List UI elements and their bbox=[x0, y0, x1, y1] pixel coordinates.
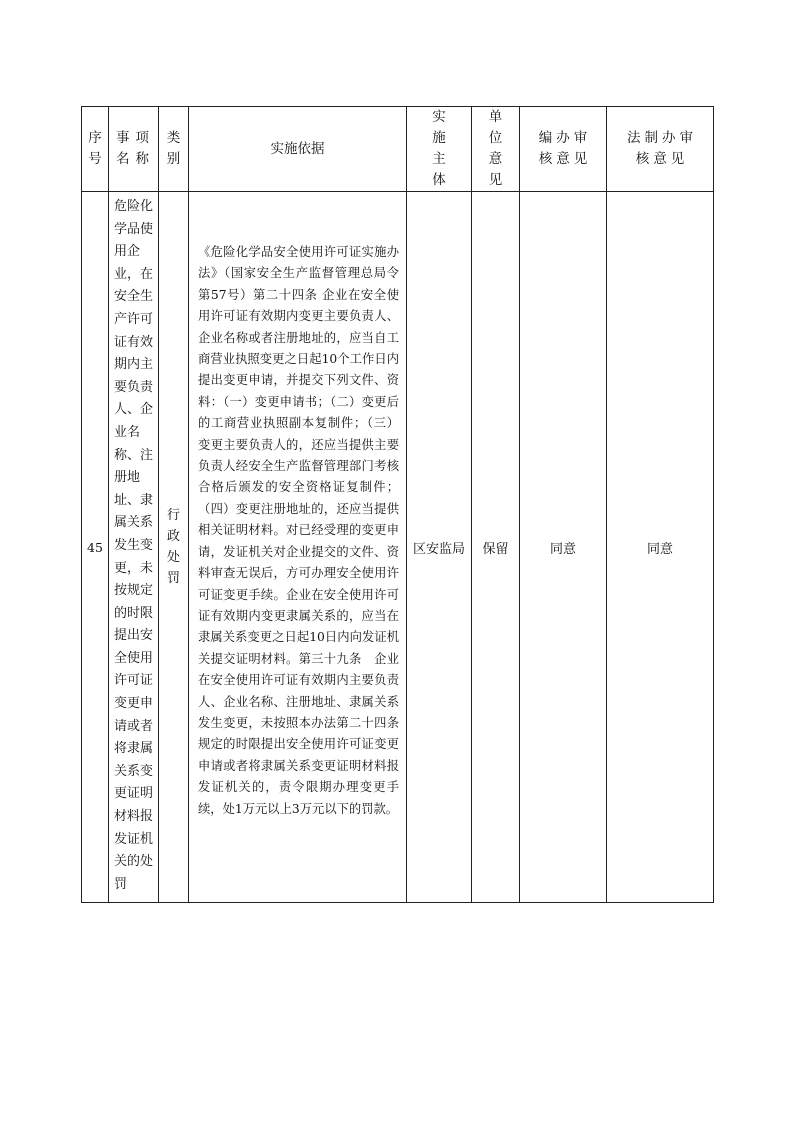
header-legal-opinion: 法制办审核意见 bbox=[607, 107, 714, 192]
cell-unit-opinion: 保留 bbox=[472, 192, 520, 903]
cell-subject: 区安监局 bbox=[407, 192, 472, 903]
cell-legal-opinion: 同意 bbox=[607, 192, 714, 903]
header-review-opinion: 编办审核意见 bbox=[520, 107, 607, 192]
cell-category: 行政处罚 bbox=[159, 192, 189, 903]
header-item-name: 事项名称 bbox=[109, 107, 159, 192]
header-subject: 实施主体 bbox=[407, 107, 472, 192]
cell-item-name: 危险化学品使用企业，在安全生产许可证有效期内主要负责人、企业名称、注册地址、隶属关系发生变更，未按规定的时限提出安全使用许可证变更申请或者将隶属关系变更证明材料报发证机关的处罚 bbox=[109, 192, 159, 903]
cell-review-opinion: 同意 bbox=[520, 192, 607, 903]
header-unit-opinion: 单位意见 bbox=[472, 107, 520, 192]
header-basis: 实施依据 bbox=[189, 107, 407, 192]
cell-basis: 《危险化学品安全使用许可证实施办法》（国家安全生产监督管理总局令第57号）第二十四条 企业在安全使用许可证有效期内变更主要负责人、企业名称或者注册地址的，应当自工商营业执照变更之日起10个工作日内提出变更申请，并提交下列文件、资料：（一）变更申请书；（二）变更后的工商营业执照副本复制件；（三）变更主要负责人的，还应当提供主要负责人经安全生产监督管理部门考核合格后颁发的安全资格证复制件；（四）变更注册地址的，还应当提供相关证明材料。对已经受理的变更申请，发证机关对企业提交的文件、资料审查无误后，方可办理安全使用许可证变更手续。企业在安全使用许可证有效期内变更隶属关系的，应当在隶属关系变更之日起10日内向发证机关提交证明材料。第三十九条 企业在安全使用许可证有效期内主要负责人、企业名称、注册地址、隶属关系发生变更，未按照本办法第二十四条规定的时限提出安全使用许可证变更申请或者将隶属关系变更证明材料报发证机关的，责令限期办理变更手续，处1万元以上3万元以下的罚款。 bbox=[189, 192, 407, 903]
cell-serial: 45 bbox=[82, 192, 109, 903]
matters-table bbox=[81, 106, 714, 903]
header-category: 类别 bbox=[159, 107, 189, 192]
header-row bbox=[82, 107, 714, 192]
table-row bbox=[82, 192, 714, 903]
header-serial: 序号 bbox=[82, 107, 109, 192]
